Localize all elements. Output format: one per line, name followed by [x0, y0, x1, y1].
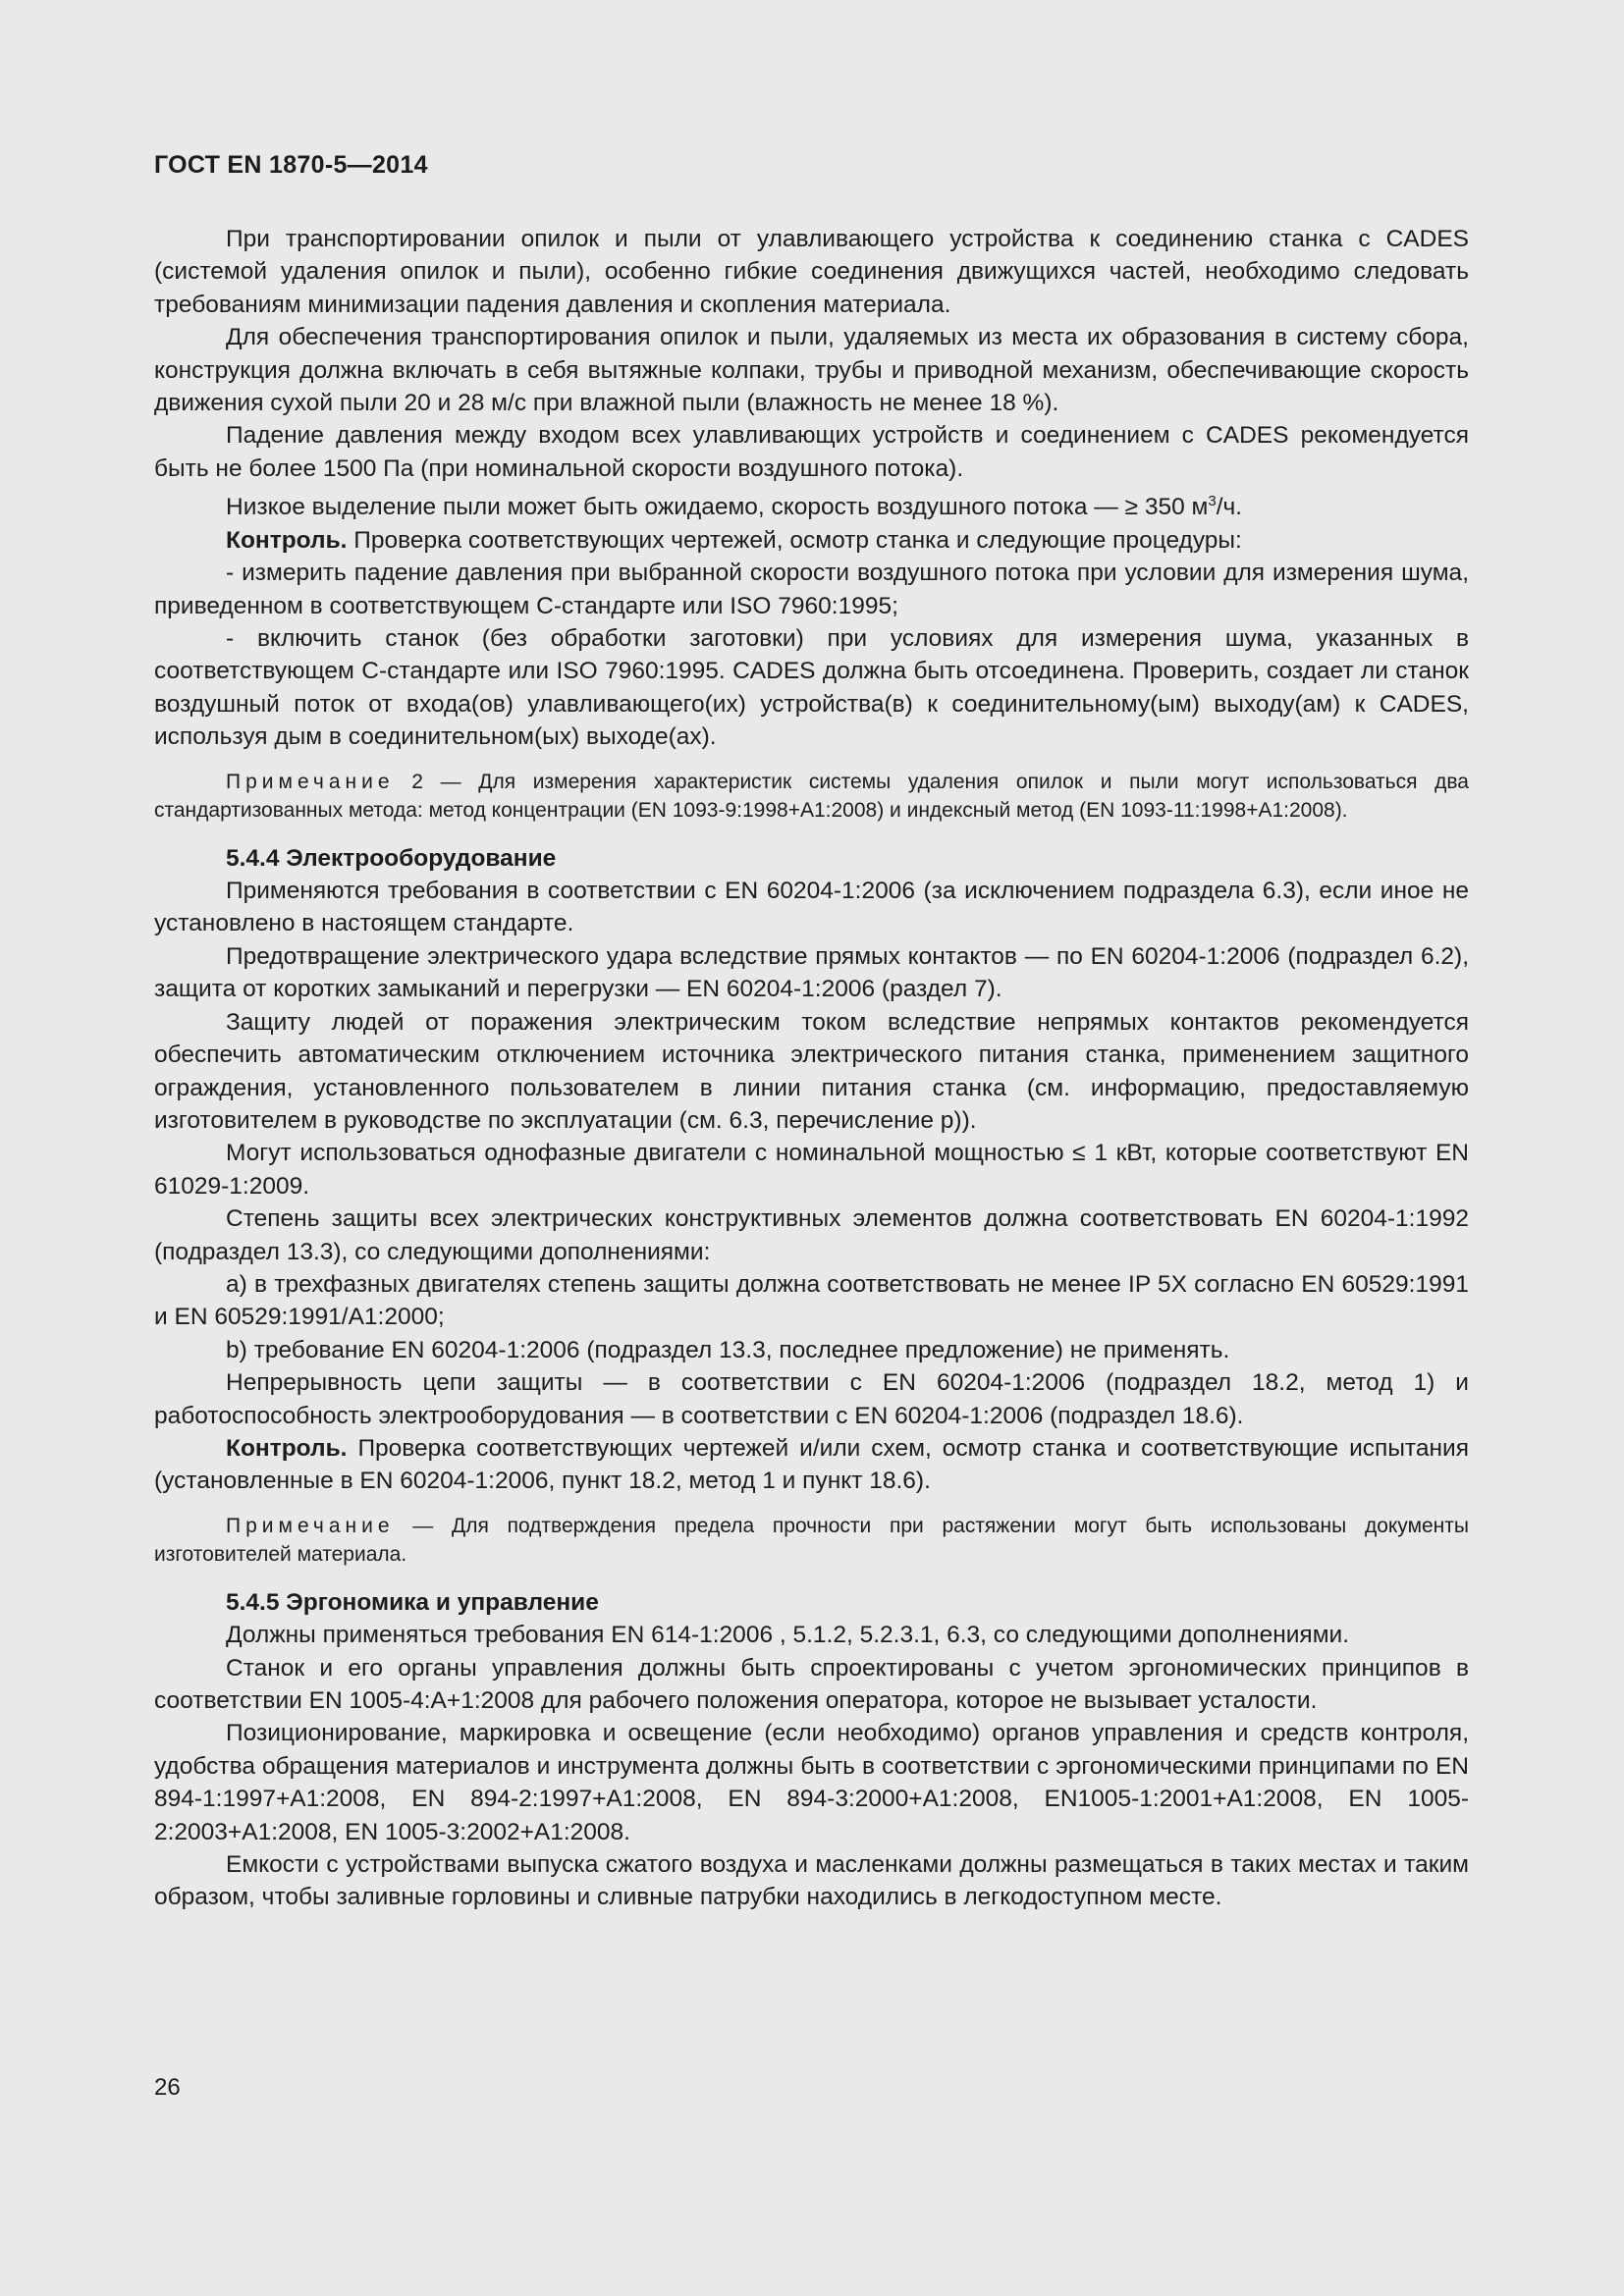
list-item: a) в трехфазных двигателях степень защиты должна соответствовать не менее IP 5X согласно EN 60529:1991 и EN 60529:1991/A1:2000;	[154, 1270, 1469, 1331]
superscript: 3	[1208, 493, 1217, 510]
paragraph: При транспортировании опилок и пыли от улавливающего устройства к соединению станка с CADES (системой удаления опилок и пыли), особенно гибкие соединения движущихся частей, необходимо следовать требованиям минимизации падения давления и скопления материала.	[154, 226, 1469, 318]
page-number: 26	[154, 2074, 181, 2101]
paragraph: Непрерывность цепи защиты — в соответствии с EN 60204-1:2006 (подраздел 18.2, метод 1) и работоспособность электрооборудования — в соответствии с EN 60204-1:2006 (подраздел 18.6).	[154, 1369, 1469, 1429]
note-label: Примечание	[226, 1514, 395, 1537]
paragraph: Падение давления между входом всех улавливающих устройств и соединением с CADES рекомендуется быть не более 1500 Па (при номинальной скорости воздушного потока).	[154, 422, 1469, 482]
paragraph: Станок и его органы управления должны быть спроектированы с учетом эргономических принципов в соответствии EN 1005-4:A+1:2008 для рабочего положения оператора, которое не вызывает усталости.	[154, 1654, 1469, 1714]
paragraph: Могут использоваться однофазные двигатели с номинальной мощностью ≤ 1 кВт, которые соответствуют EN 61029-1:2009.	[154, 1140, 1469, 1200]
paragraph: Степень защиты всех электрических конструктивных элементов должна соответствовать EN 60204-1:1992 (подраздел 13.3), со следующими дополнениями:	[154, 1205, 1469, 1265]
paragraph: Применяются требования в соответствии с EN 60204-1:2006 (за исключением подраздела 6.3), если иное не установлено в настоящем стандарте.	[154, 878, 1469, 937]
control-label: Контроль.	[226, 1434, 348, 1462]
paragraph-text: /ч.	[1216, 494, 1243, 521]
paragraph: Для обеспечения транспортирования опилок и пыли, удаляемых из места их образования в систему сбора, конструкция должна включать в себя вытяжные колпаки, трубы и приводной механизм, обеспечивающие скорость движения сухой пыли 20 и 28 м/с при влажной пыли (влажность не менее 18 %).	[154, 324, 1469, 417]
paragraph-text: Низкое выделение пыли может быть ожидаемо, скорость воздушного потока — ≥ 350 м	[226, 494, 1209, 521]
note-label: Примечание	[226, 770, 395, 793]
note	[154, 768, 1469, 825]
paragraph: Предотвращение электрического удара вследствие прямых контактов — по EN 60204-1:2006 (подраздел 6.2), защита от коротких замыканий и перегрузки — EN 60204-1:2006 (раздел 7).	[154, 942, 1469, 1003]
section-heading-5-4-4: 5.4.4 Электрооборудование	[226, 844, 557, 872]
paragraph-text: Проверка соответствующих чертежей и/или схем, осмотр станка и соответствующие испытания (установленные в EN 60204-1:2006, пункт 18.2, метод 1 и пункт 18.6).	[154, 1434, 1469, 1495]
control-label: Контроль.	[226, 526, 348, 554]
note-text: — Для подтверждения предела прочности при растяжении могут быть использованы документы изготовителей материала.	[154, 1514, 1469, 1566]
note-text: 2 — Для измерения характеристик системы удаления опилок и пыли могут использоваться два стандартизованных метода: метод концентрации (EN 1093-9:1998+A1:2008) и индексный метод (EN 1093-11:1998+A1:2008).	[154, 770, 1469, 822]
paragraph: Защиту людей от поражения электрическим током вследствие непрямых контактов рекомендуется обеспечить автоматическим отключением источника электрического питания станка, применением защитного ограждения, установленного пользователем в линии питания станка (см. информацию, предоставляемую изготовителем в руководстве по эксплуатации (см. 6.3, перечисление p)).	[154, 1008, 1469, 1134]
paragraph: Позиционирование, маркировка и освещение (если необходимо) органов управления и средств контроля, удобства обращения материалов и инструмента должны быть в соответствии с эргономическими принципами по EN 894-1:1997+A1:2008, EN 894-2:1997+A1:2008, EN 894-3:2000+A1:2008, EN1005-1:2001+A1:2008, EN 1005-2:2003+A1:2008, EN 1005-3:2002+A1:2008.	[154, 1720, 1469, 1845]
control-paragraph	[154, 1432, 1469, 1498]
document-header: ГОСТ EN 1870-5—2014	[154, 151, 428, 179]
control-paragraph	[154, 524, 1469, 557]
paragraph-text: Проверка соответствующих чертежей, осмотр станка и следующие процедуры:	[347, 526, 1242, 554]
document-body	[154, 223, 1469, 1914]
paragraph-airflow	[154, 485, 1469, 524]
note	[154, 1512, 1469, 1569]
section-heading-5-4-5: 5.4.5 Эргономика и управление	[226, 1588, 599, 1616]
list-item: - измерить падение давления при выбранной скорости воздушного потока при условии для измерения шума, приведенном в соответствующем С-стандарте или ISO 7960:1995;	[154, 560, 1469, 619]
paragraph: Должны применяться требования EN 614-1:2006 , 5.1.2, 5.2.3.1, 6.3, со следующими дополнениями.	[226, 1622, 1350, 1649]
list-item: - включить станок (без обработки заготовки) при условиях для измерения шума, указанных в соответствующем С-стандарте или ISO 7960:1995. CADES должна быть отсоединена. Проверить, создает ли станок воздушный поток от входа(ов) улавливающего(их) устройства(в) к соединительному(ым) выходу(ам) к CADES, используя дым в соединительном(ых) выходе(ах).	[154, 625, 1469, 751]
paragraph: Емкости с устройствами выпуска сжатого воздуха и масленками должны размещаться в таких местах и таким образом, чтобы заливные горловины и сливные патрубки находились в легкодоступном месте.	[154, 1851, 1469, 1911]
list-item: b) требование EN 60204-1:2006 (подраздел 13.3, последнее предложение) не применять.	[226, 1336, 1230, 1363]
